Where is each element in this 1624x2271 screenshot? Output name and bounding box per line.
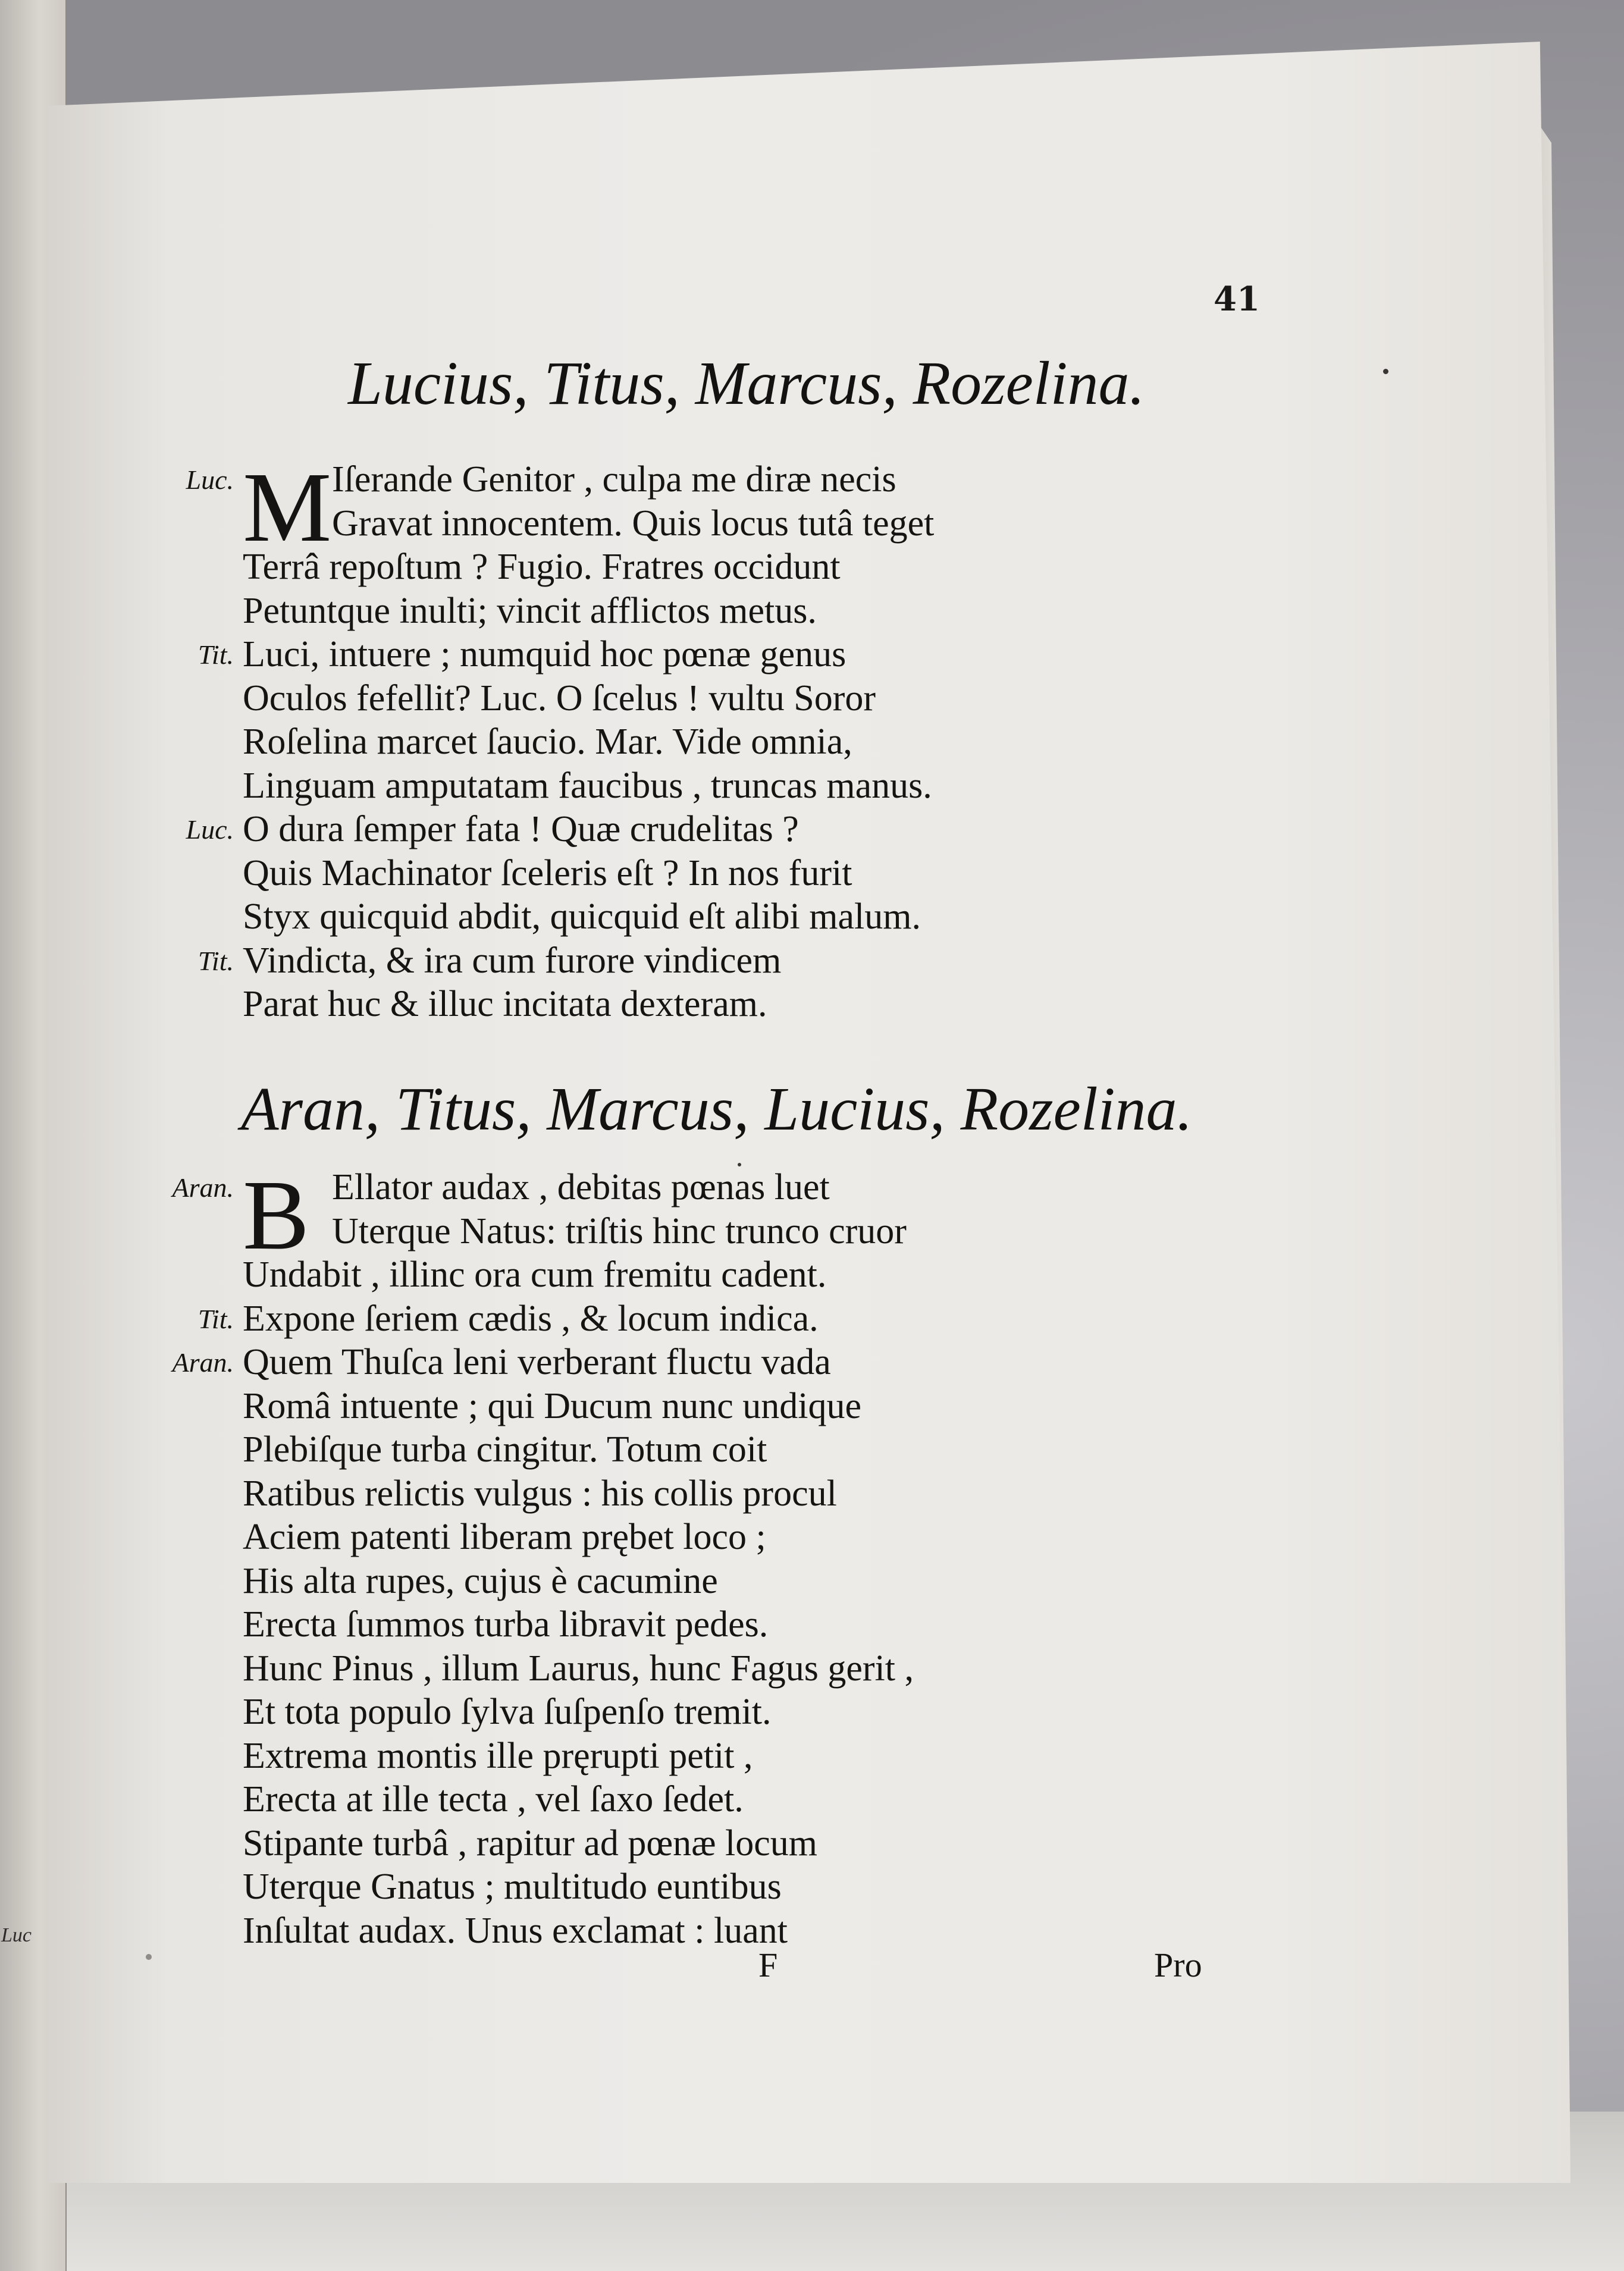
verse-line: Oculos fefellit? Luc. O ſcelus ! vultu Soror — [243, 677, 876, 719]
verse-line: Uterque Natus: triſtis hinc trunco cruor — [332, 1210, 907, 1251]
verse-line: Uterque Gnatus ; multitudo euntibus — [243, 1867, 782, 1907]
verse-line: Tit. Expone ſeriem cædis , & locum indica. — [243, 1297, 1313, 1341]
verse-line: Gravat innocentem. Quis locus tutâ teget — [332, 503, 935, 544]
verse-line: Stipante turbâ , rapitur ad pœnæ locum — [243, 1823, 817, 1864]
verse-line: Roſelina marcet ſaucio. Mar. Vide omnia, — [243, 722, 852, 762]
verse-line: Aran. Quem Thuſca leni verberant fluctu vada — [243, 1341, 1313, 1385]
verse-line: Inſultat audax. Unus exclamat : luant — [243, 1910, 788, 1951]
scene-heading-1: Lucius, Titus, Marcus, Rozelina. — [348, 349, 1145, 418]
verse-line: Plebiſque turba cingitur. Totum coit — [243, 1429, 767, 1470]
verse-line: Erecta at ille tecta , vel ſaxo ſedet. — [243, 1779, 744, 1820]
verse-line: Extrema montis ille pręrupti petit , — [243, 1735, 753, 1776]
speaker-label: Aran. — [172, 1172, 234, 1203]
verse-line: Ratibus relictis vulgus : his collis procul — [243, 1473, 837, 1514]
scene-1-text — [186, 452, 1313, 1027]
speaker-label: Tit. — [197, 639, 234, 670]
speaker-label: Luc. — [186, 465, 234, 495]
verse-line: Luc. O dura ſemper fata ! Quæ crudelitas ? — [243, 808, 1313, 852]
verse-line: Româ intuente ; qui Ducum nunc undique — [243, 1385, 862, 1426]
page-number: 41 — [1214, 280, 1260, 319]
signature-mark: F — [758, 1946, 778, 1984]
verse-line: Linguam amputatam faucibus , truncas manus. — [243, 765, 932, 806]
drop-cap: M — [243, 452, 332, 563]
ink-speck — [146, 1954, 152, 1960]
speaker-label: Luc. — [186, 814, 234, 845]
verse-line: Luc. Iſerande Genitor , culpa me diræ necis — [243, 458, 1313, 502]
verse-line: Styx quicquid abdit, quicquid eſt alibi malum. — [243, 896, 921, 937]
scene-heading-2: Aran, Titus, Marcus, Lucius, Rozelina. — [241, 1075, 1193, 1143]
verse-line: Hunc Pinus , illum Laurus, hunc Fagus gerit , — [243, 1648, 914, 1689]
verse-line: Aran. Ellator audax , debitas pœnas luet — [243, 1166, 1313, 1210]
left-page-fragment: Luc — [1, 1924, 32, 1946]
verse-line: Parat huc & illuc incitata dexteram. — [243, 984, 767, 1024]
speaker-label: Tit. — [197, 1303, 234, 1334]
verse-line: Tit. Luci, intuere ; numquid hoc pœnæ genus — [243, 633, 1313, 677]
verse-line: Terrâ repoſtum ? Fugio. Fratres occidunt — [243, 547, 841, 587]
verse-line: Et tota populo ſylva ſuſpenſo tremit. — [243, 1692, 772, 1732]
verse-line: His alta rupes, cujus è cacumine — [243, 1560, 718, 1601]
ink-speck — [738, 1163, 741, 1166]
verse-line: Tit. Vindicta, & ira cum furore vindicem — [243, 939, 1313, 983]
catchword: Pro — [1154, 1946, 1202, 1984]
speaker-label: Aran. — [172, 1347, 234, 1378]
scene-2-text — [172, 1160, 1313, 1953]
ink-speck — [1383, 369, 1388, 374]
verse-line: Undabit , illinc ora cum fremitu cadent. — [243, 1254, 827, 1295]
drop-cap: B — [243, 1160, 310, 1271]
verse-line: Petuntque inulti; vincit afflictos metus. — [243, 590, 817, 631]
speaker-label: Tit. — [197, 945, 234, 976]
verse-line: Quis Machinator ſceleris eſt ? In nos furit — [243, 852, 852, 893]
verse-line: Aciem patenti liberam prębet loco ; — [243, 1517, 766, 1557]
verse-line: Erecta ſummos turba libravit pedes. — [243, 1604, 769, 1645]
